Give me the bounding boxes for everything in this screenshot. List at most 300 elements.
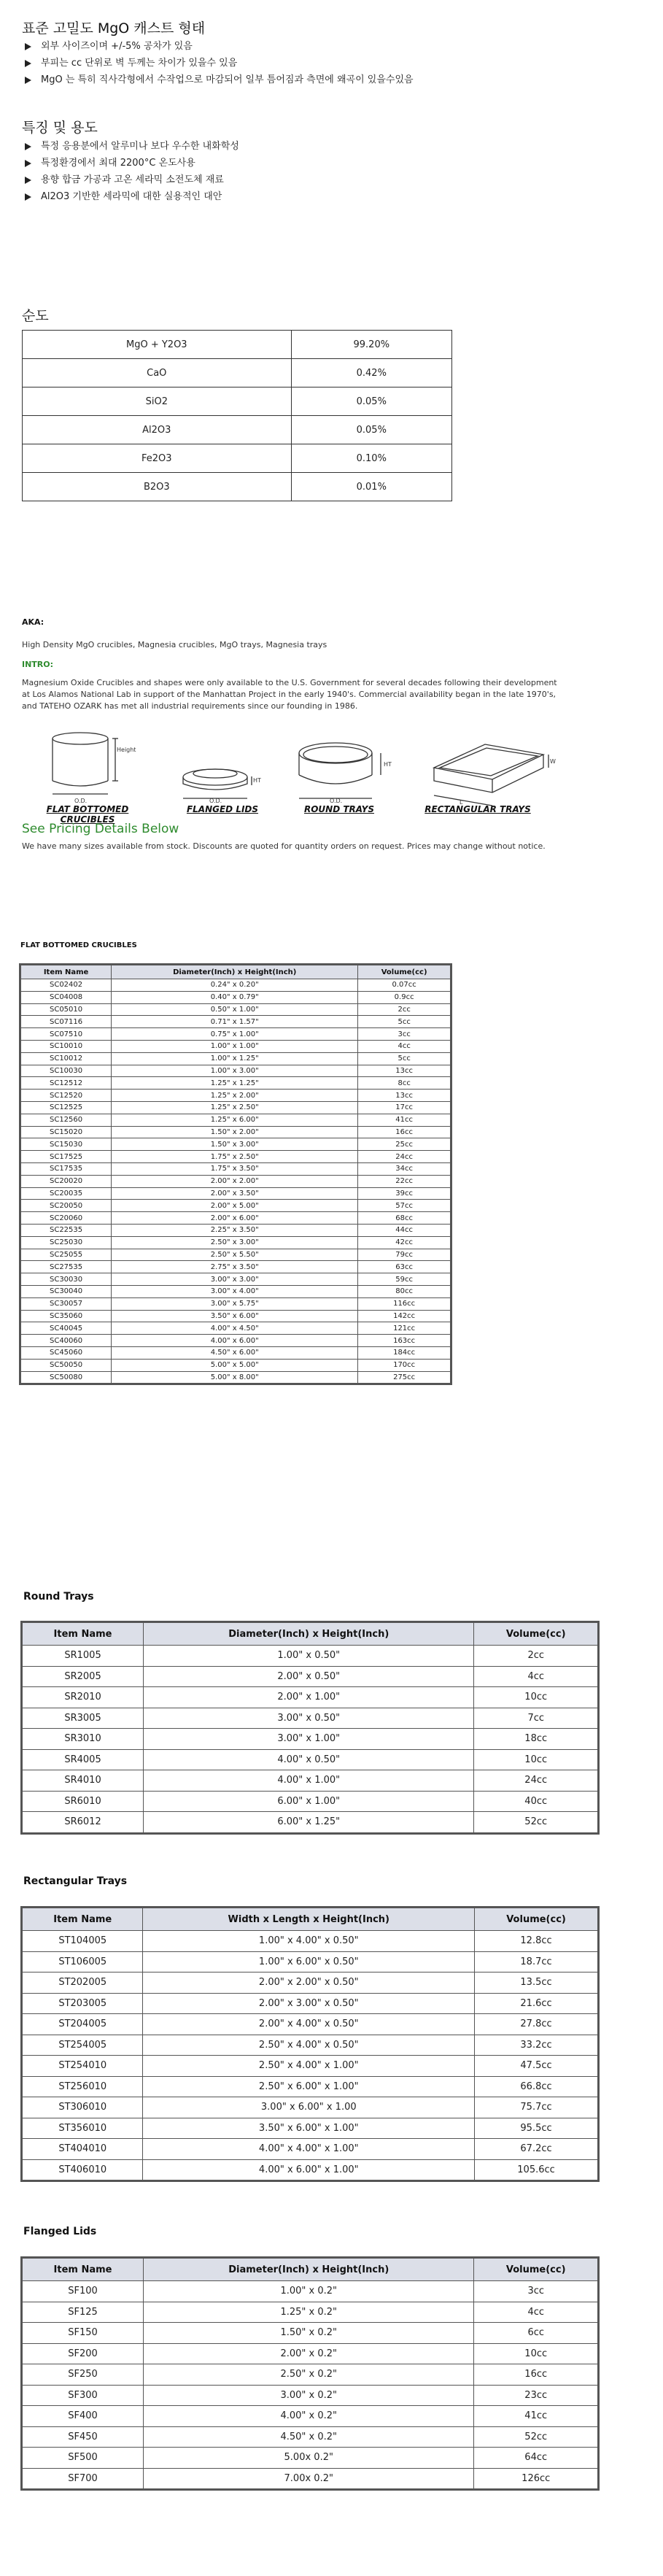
stock-note: We have many sizes available from stock. Discounts are quoted for quantity orders on request. Prices may change without notice. [22,841,546,851]
dimension-cell: 1.25" x 2.00" [112,1090,358,1102]
volume-cell: 4cc [358,1040,451,1052]
dimension-cell: 7.00x 0.2" [144,2468,474,2489]
triangle-bullet-icon [25,143,31,150]
height-annotation: Height [117,747,136,753]
table-row [21,1322,451,1335]
round-trays-table [22,1622,598,1833]
dimension-cell: 1.50" x 0.2" [144,2323,474,2344]
dimension-cell: 2.00" x 3.00" x 0.50" [143,1993,475,2014]
table-row [23,1729,598,1750]
table-row [21,1200,451,1212]
table-row [23,1931,598,1952]
table-row [21,1224,451,1236]
table-row [23,1973,598,1994]
item-name-cell: SC02402 [21,979,112,992]
item-name-cell: SC10012 [21,1052,112,1065]
table-row: B2O3 0.01% [23,473,452,501]
item-name-cell: SF100 [23,2281,144,2302]
table-row [21,1212,451,1225]
table-row [21,1090,451,1102]
bullet-item: 특정 응용분에서 알루미나 보다 우수한 내화학성 [23,138,239,155]
volume-cell: 33.2cc [475,2035,598,2056]
volume-cell: 75.7cc [475,2097,598,2118]
page-title: 표준 고밀도 MgO 캐스트 형태 [22,20,206,36]
table-row [23,2302,598,2323]
table-row [21,1175,451,1187]
item-name-cell: SC10010 [21,1040,112,1052]
flanged-lids-title: Flanged Lids [23,2226,97,2237]
table-row [23,2385,598,2406]
dimension-cell: 6.00" x 1.00" [144,1791,474,1812]
dimension-cell: 0.50" x 1.00" [112,1003,358,1016]
dimension-cell: 3.50" x 6.00" [112,1310,358,1322]
bullet-item: 용향 합금 가공과 고온 세라믹 소전도체 재료 [23,171,239,188]
dimension-cell: 2.00" x 4.00" x 0.50" [143,2014,475,2035]
table-row: MgO + Y2O3 99.20% [23,331,452,359]
table-row [21,1138,451,1151]
dimension-cell: 3.00" x 5.75" [112,1297,358,1310]
item-name-cell: ST203005 [23,1993,143,2014]
volume-cell: 0.07cc [358,979,451,992]
dimension-cell: 4.00" x 0.50" [144,1749,474,1770]
item-name-cell: SF250 [23,2364,144,2386]
aka-label: AKA: [22,617,44,627]
bullet-item: 부피는 cc 단위로 벽 두께는 차이가 있을수 있음 [23,55,414,72]
table-row [21,1003,451,1016]
item-name-cell: ST254010 [23,2056,143,2077]
volume-cell: 24cc [358,1151,451,1163]
table-row [23,2468,598,2489]
volume-cell: 163cc [358,1335,451,1347]
volume-cell: 40cc [474,1791,598,1812]
table-row [21,1151,451,1163]
item-name-cell: SR2010 [23,1687,144,1708]
table-row [21,1126,451,1138]
figure-label-lids: FLANGED LIDS [186,804,259,814]
volume-cell: 0.9cc [358,991,451,1003]
volume-cell: 2cc [474,1646,598,1667]
item-name-cell: ST104005 [23,1931,143,1952]
dimension-cell: 3.00" x 0.50" [144,1708,474,1729]
volume-cell: 170cc [358,1359,451,1371]
dimension-cell: 5.00x 0.2" [144,2448,474,2469]
triangle-bullet-icon [25,43,31,50]
item-name-cell: SC25030 [21,1236,112,1249]
volume-cell: 5cc [358,1052,451,1065]
item-name-cell: ST204005 [23,2014,143,2035]
volume-cell: 25cc [358,1138,451,1151]
triangle-bullet-icon [25,177,31,184]
item-name-cell: ST202005 [23,1973,143,1994]
table-row [23,2035,598,2056]
volume-cell: 126cc [474,2468,598,2489]
table-row [21,979,451,992]
item-name-cell: SC50050 [21,1359,112,1371]
table-row [21,1016,451,1028]
table-row [23,1993,598,2014]
item-name-cell: SR1005 [23,1646,144,1667]
fbc-title: FLAT BOTTOMED CRUCIBLES [20,941,137,949]
item-name-cell: SR4005 [23,1749,144,1770]
od-annotation: O.D. [209,798,222,804]
volume-cell: 44cc [358,1224,451,1236]
dimension-cell: 2.50" x 3.00" [112,1236,358,1249]
volume-cell: 116cc [358,1297,451,1310]
volume-cell: 10cc [474,1687,598,1708]
dimension-cell: 1.25" x 6.00" [112,1114,358,1126]
table-header-row: Item Name Diameter(Inch) x Height(Inch) Volume(cc) [23,1623,598,1646]
table-row [21,1101,451,1114]
dimension-cell: 3.00" x 3.00" [112,1273,358,1286]
item-name-cell: SF500 [23,2448,144,2469]
volume-cell: 16cc [474,2364,598,2386]
table-row [21,1236,451,1249]
table-row [23,2139,598,2160]
rect-trays-table-body [23,1931,598,2180]
dimension-cell: 1.00" x 3.00" [112,1065,358,1077]
item-name-cell: SC15020 [21,1126,112,1138]
dimension-cell: 2.00" x 3.50" [112,1187,358,1200]
dimension-cell: 1.00" x 4.00" x 0.50" [143,1931,475,1952]
table-row [23,1791,598,1812]
volume-cell: 3cc [474,2281,598,2302]
table-row: SiO2 0.05% [23,387,452,416]
bullet-item: 특정환경에서 최대 2200°C 온도사용 [23,155,239,171]
dimension-cell: 0.24" x 0.20" [112,979,358,992]
volume-cell: 16cc [358,1126,451,1138]
item-name-cell: SC15030 [21,1138,112,1151]
table-row [23,1951,598,1973]
item-name-cell: SR6010 [23,1791,144,1812]
dimension-cell: 2.25" x 3.50" [112,1224,358,1236]
dimension-cell: 2.50" x 4.00" x 1.00" [143,2056,475,2077]
volume-cell: 67.2cc [475,2139,598,2160]
item-name-cell: SC12512 [21,1077,112,1090]
dimension-cell: 4.00" x 1.00" [144,1770,474,1792]
figure-label-round-trays: ROUND TRAYS [303,804,375,814]
item-name-cell: SC10030 [21,1065,112,1077]
item-name-cell: SR3005 [23,1708,144,1729]
volume-cell: 12.8cc [475,1931,598,1952]
item-name-cell: SC45060 [21,1346,112,1359]
crucible-drawing [53,733,118,794]
od-annotation: O.D. [330,798,343,804]
item-name-cell: SC20060 [21,1212,112,1225]
item-name-cell: ST254005 [23,2035,143,2056]
see-pricing-heading: See Pricing Details Below [22,822,179,836]
dimension-cell: 1.00" x 0.50" [144,1646,474,1667]
item-name-cell: SC12560 [21,1114,112,1126]
volume-cell: 24cc [474,1770,598,1792]
volume-cell: 17cc [358,1101,451,1114]
dimension-cell: 0.75" x 1.00" [112,1028,358,1041]
item-name-cell: SC22535 [21,1224,112,1236]
volume-cell: 23cc [474,2385,598,2406]
flanged-lid-drawing [183,769,252,798]
volume-cell: 42cc [358,1236,451,1249]
item-name-cell: SC04008 [21,991,112,1003]
dimension-cell: 2.00" x 5.00" [112,1200,358,1212]
dimension-cell: 1.00" x 0.2" [144,2281,474,2302]
table-row [21,1346,451,1359]
dimension-cell: 3.50" x 6.00" x 1.00" [143,2118,475,2139]
item-name-cell: SC12520 [21,1090,112,1102]
volume-cell: 4cc [474,1666,598,1687]
spec-bullet-list [23,38,414,88]
item-name-cell: SF400 [23,2406,144,2427]
item-name-cell: SC30040 [21,1285,112,1297]
item-name-cell: SR2005 [23,1666,144,1687]
volume-cell: 95.5cc [475,2118,598,2139]
volume-cell: 18.7cc [475,1951,598,1973]
dimension-cell: 5.00" x 5.00" [112,1359,358,1371]
bullet-item: MgO 는 특히 직사각형에서 수작업으로 마감되어 일부 틈어짐과 측면에 왜곡이 있을수있음 [23,72,414,88]
od-annotation: O.D. [74,798,88,804]
item-name-cell: ST306010 [23,2097,143,2118]
volume-cell: 184cc [358,1346,451,1359]
volume-cell: 52cc [474,1812,598,1833]
table-row [21,1310,451,1322]
dimension-cell: 1.00" x 6.00" x 0.50" [143,1951,475,1973]
round-trays-title: Round Trays [23,1591,94,1603]
table-row [21,1371,451,1384]
item-name-cell: SR3010 [23,1729,144,1750]
volume-cell: 34cc [358,1162,451,1175]
volume-cell: 59cc [358,1273,451,1286]
table-row [21,1249,451,1261]
table-header-row: Item Name Diameter(Inch) x Height(Inch) Volume(cc) [23,2259,598,2281]
table-row [21,1285,451,1297]
volume-cell: 80cc [358,1285,451,1297]
dimension-cell: 4.00" x 0.2" [144,2406,474,2427]
triangle-bullet-icon [25,60,31,67]
volume-cell: 41cc [474,2406,598,2427]
item-name-cell: SC30030 [21,1273,112,1286]
item-name-cell: SC17535 [21,1162,112,1175]
dimension-cell: 2.00" x 6.00" [112,1212,358,1225]
dimension-cell: 2.75" x 3.50" [112,1261,358,1273]
table-row [23,2323,598,2344]
item-name-cell: SC30057 [21,1297,112,1310]
table-row [21,1261,451,1273]
dimension-cell: 1.00" x 1.25" [112,1052,358,1065]
item-name-cell: SF700 [23,2468,144,2489]
round-trays-table-body [23,1646,598,1833]
round-tray-drawing [299,743,381,798]
table-row [21,1052,451,1065]
dimension-cell: 2.50" x 5.50" [112,1249,358,1261]
triangle-bullet-icon [25,193,31,201]
volume-cell: 66.8cc [475,2076,598,2097]
aka-text: High Density MgO crucibles, Magnesia crucibles, MgO trays, Magnesia trays [22,640,327,649]
bullet-item: 외부 사이즈이며 +/-5% 공차가 있음 [23,38,414,55]
dimension-cell: 4.00" x 4.50" [112,1322,358,1335]
volume-cell: 5cc [358,1016,451,1028]
table-row [23,2014,598,2035]
table-row: Fe2O3 0.10% [23,444,452,473]
features-title: 특징 및 용도 [22,120,98,136]
table-row [23,2364,598,2386]
item-name-cell: SC20050 [21,1200,112,1212]
ht-annotation: HT [384,761,392,768]
volume-cell: 7cc [474,1708,598,1729]
dimension-cell: 3.00" x 1.00" [144,1729,474,1750]
table-row [23,1708,598,1729]
item-name-cell: SC07116 [21,1016,112,1028]
item-name-cell: SF125 [23,2302,144,2323]
item-name-cell: SR6012 [23,1812,144,1833]
dimension-cell: 4.00" x 6.00" x 1.00" [143,2159,475,2180]
table-row [23,1646,598,1667]
volume-cell: 4cc [474,2302,598,2323]
table-row [23,2159,598,2180]
dimension-cell: 2.00" x 1.00" [144,1687,474,1708]
flanged-lids-table [22,2258,598,2489]
bullet-item: Al2O3 기반한 세라믹에 대한 실용적인 대안 [23,188,239,205]
volume-cell: 105.6cc [475,2159,598,2180]
dimension-cell: 2.50" x 6.00" x 1.00" [143,2076,475,2097]
table-row [21,1187,451,1200]
table-row: CaO 0.42% [23,359,452,387]
features-bullet-list [23,138,239,205]
dimension-cell: 1.75" x 3.50" [112,1162,358,1175]
table-row [23,2426,598,2448]
table-row [21,991,451,1003]
volume-cell: 39cc [358,1187,451,1200]
table-row [21,1065,451,1077]
table-row [23,1770,598,1792]
item-name-cell: SC27535 [21,1261,112,1273]
table-row [21,1114,451,1126]
dimension-cell: 2.00" x 0.2" [144,2343,474,2364]
table-row [23,2076,598,2097]
dimension-cell: 3.00" x 4.00" [112,1285,358,1297]
table-row: Al2O3 0.05% [23,416,452,444]
volume-cell: 68cc [358,1212,451,1225]
rect-trays-table [22,1908,598,2180]
ht-annotation: HT [253,777,261,784]
dimension-cell: 4.00" x 4.00" x 1.00" [143,2139,475,2160]
item-name-cell: SC12525 [21,1101,112,1114]
volume-cell: 3cc [358,1028,451,1041]
table-row [23,2097,598,2118]
table-row [23,1687,598,1708]
dimension-cell: 2.50" x 4.00" x 0.50" [143,2035,475,2056]
table-row [23,2406,598,2427]
item-name-cell: SC25055 [21,1249,112,1261]
table-row [21,1040,451,1052]
volume-cell: 64cc [474,2448,598,2469]
volume-cell: 63cc [358,1261,451,1273]
item-name-cell: SC40060 [21,1335,112,1347]
dimension-cell: 1.50" x 3.00" [112,1138,358,1151]
item-name-cell: ST404010 [23,2139,143,2160]
table-row [23,2281,598,2302]
volume-cell: 121cc [358,1322,451,1335]
dimension-cell: 1.00" x 1.00" [112,1040,358,1052]
volume-cell: 2cc [358,1003,451,1016]
table-row [21,1162,451,1175]
triangle-bullet-icon [25,160,31,167]
dimension-cell: 4.50" x 6.00" [112,1346,358,1359]
flanged-lids-table-body [23,2281,598,2489]
dimension-cell: 2.00" x 2.00" x 0.50" [143,1973,475,1994]
dimension-cell: 6.00" x 1.25" [144,1812,474,1833]
dimension-cell: 3.00" x 0.2" [144,2385,474,2406]
rectangular-tray-drawing [434,744,548,806]
dimension-cell: 2.00" x 0.50" [144,1666,474,1687]
dimension-cell: 3.00" x 6.00" x 1.00 [143,2097,475,2118]
intro-text: Magnesium Oxide Crucibles and shapes were only available to the U.S. Government for several decades following their development at Los Alamos National Lab in support of the Manhattan Project in the early 1940's. Commercial availability began in the late 1970's, and TATEHO OZARK has met all industrial requirements since our founding in 1986. [22,678,557,711]
item-name-cell: SC20035 [21,1187,112,1200]
volume-cell: 13.5cc [475,1973,598,1994]
table-row [23,1812,598,1833]
l-annotation: L [460,799,463,806]
table-header-row: Item Name Diameter(Inch) x Height(Inch) Volume(cc) [21,965,451,979]
volume-cell: 10cc [474,2343,598,2364]
triangle-bullet-icon [25,77,31,84]
volume-cell: 27.8cc [475,2014,598,2035]
fbc-table-body [21,979,451,1384]
dimension-cell: 0.40" x 0.79" [112,991,358,1003]
volume-cell: 142cc [358,1310,451,1322]
purity-title: 순도 [22,308,49,324]
purity-table [22,330,452,501]
volume-cell: 13cc [358,1065,451,1077]
table-header-row: Item Name Width x Length x Height(Inch) Volume(cc) [23,1908,598,1931]
item-name-cell: ST406010 [23,2159,143,2180]
table-row [21,1273,451,1286]
item-name-cell: SC07510 [21,1028,112,1041]
product-shapes-figure [29,722,556,806]
rect-trays-title: Rectangular Trays [23,1875,128,1887]
volume-cell: 22cc [358,1175,451,1187]
dimension-cell: 1.25" x 1.25" [112,1077,358,1090]
volume-cell: 18cc [474,1729,598,1750]
dimension-cell: 4.00" x 6.00" [112,1335,358,1347]
dimension-cell: 5.00" x 8.00" [112,1371,358,1384]
dimension-cell: 1.50" x 2.00" [112,1126,358,1138]
dimension-cell: 2.00" x 2.00" [112,1175,358,1187]
item-name-cell: SC35060 [21,1310,112,1322]
table-row [23,2056,598,2077]
item-name-cell: ST256010 [23,2076,143,2097]
table-row [23,1666,598,1687]
item-name-cell: SF450 [23,2426,144,2448]
item-name-cell: SC05010 [21,1003,112,1016]
table-row [23,2343,598,2364]
volume-cell: 13cc [358,1090,451,1102]
volume-cell: 41cc [358,1114,451,1126]
table-row [21,1359,451,1371]
figure-label-crucibles: FLAT BOTTOMED CRUCIBLES [46,804,129,825]
table-row [21,1028,451,1041]
table-row [21,1335,451,1347]
item-name-cell: SF200 [23,2343,144,2364]
volume-cell: 275cc [358,1371,451,1384]
dimension-cell: 1.75" x 2.50" [112,1151,358,1163]
volume-cell: 79cc [358,1249,451,1261]
dimension-cell: 4.50" x 0.2" [144,2426,474,2448]
item-name-cell: SC17525 [21,1151,112,1163]
dimension-cell: 1.25" x 2.50" [112,1101,358,1114]
intro-label: INTRO: [22,660,54,669]
dimension-cell: 1.25" x 0.2" [144,2302,474,2323]
item-name-cell: ST356010 [23,2118,143,2139]
dimension-cell: 2.50" x 0.2" [144,2364,474,2386]
volume-cell: 47.5cc [475,2056,598,2077]
table-row [23,1749,598,1770]
